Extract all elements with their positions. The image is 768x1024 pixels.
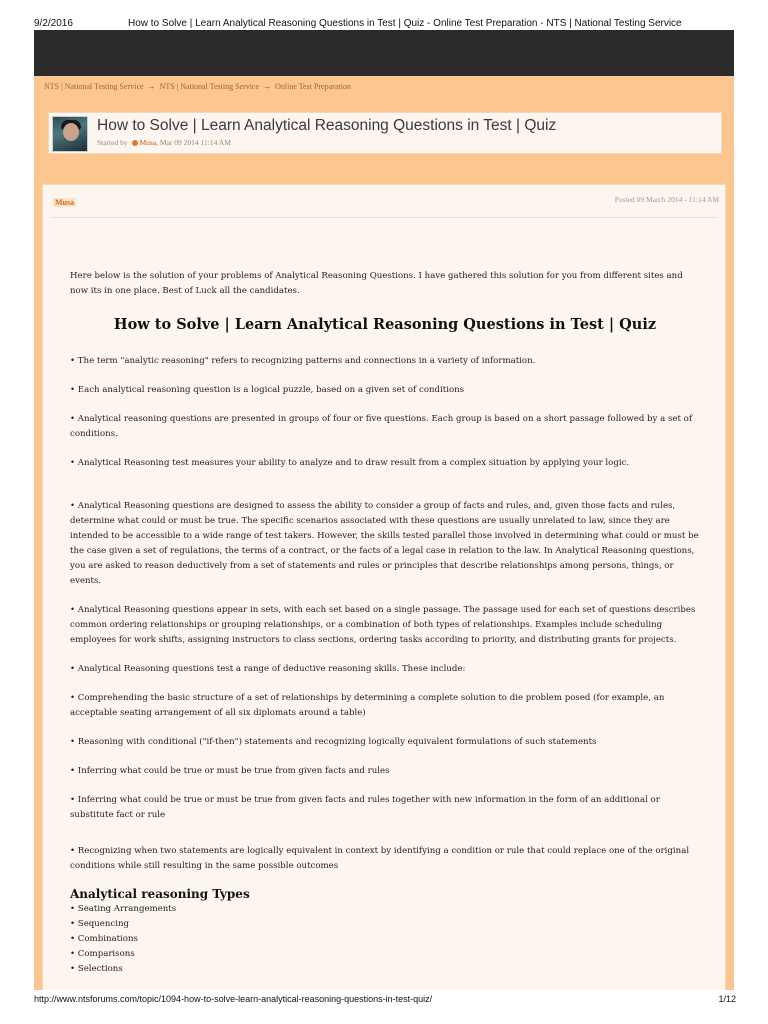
bullet-item: • Analytical Reasoning test measures your ability to analyze and to draw result from a complex situation by applying your logic. <box>70 458 630 468</box>
bullet-item: • Analytical Reasoning questions appear in sets, with each set based on a single passage. The passage used for each set of questions describes common ordering relationships or grouping relationships, or a combination of both types of relationships. Examples include scheduling employees for work shifts, assigning instructors to class sections, ordering tasks according to priority, and distributing grants for projects. <box>70 605 696 645</box>
topic-meta <box>97 138 231 147</box>
intro-paragraph: Here below is the solution of your problems of Analytical Reasoning Questions. I have gathered this solution for you from different sites and now its in one place. Best of Luck all the candidates. <box>70 271 683 296</box>
breadcrumb-item[interactable]: NTS | National Testing Service <box>159 82 260 91</box>
bullet-item: • Inferring what could be true or must be true from given facts and rules together with new information in the form of an additional or substitute fact or rule <box>70 795 660 820</box>
post-body <box>70 269 700 977</box>
list-item: • Seating Arrangements <box>70 904 177 914</box>
post-date: Posted 09 March 2014 - 11:14 AM <box>614 195 719 204</box>
user-icon <box>132 140 138 146</box>
topic-header <box>48 112 722 154</box>
print-title: How to Solve | Learn Analytical Reasoning Questions in Test | Quiz - Online Test Preparation - NTS | National Testing Service <box>128 18 682 29</box>
print-footer <box>0 994 768 1014</box>
post-container <box>42 184 726 990</box>
started-by-label: Started by <box>97 138 128 147</box>
bullet-item: • Recognizing when two statements are logically equivalent in context by identifying a condition or rule that could replace one of the original conditions while still resulting in the same possible outcomes <box>70 846 690 871</box>
post-author-link[interactable]: Musa <box>55 198 75 207</box>
list-item: • Sequencing <box>70 919 130 929</box>
bullet-item: • Inferring what could be true or must be true from given facts and rules <box>70 766 390 776</box>
print-url: http://www.ntsforums.com/topic/1094-how-to-solve-learn-analytical-reasoning-questions-in-test-quiz/ <box>34 994 433 1004</box>
bullet-item: • Each analytical reasoning question is a logical puzzle, based on a given set of conditions <box>70 385 465 395</box>
section-title: Analytical reasoning Types <box>70 887 250 901</box>
list-item: • Selections <box>70 964 123 974</box>
breadcrumb-arrow-icon: → <box>147 82 156 91</box>
list-item: • Combinations <box>70 934 138 944</box>
print-date: 9/2/2016 <box>34 18 73 29</box>
breadcrumb-item[interactable]: NTS | National Testing Service <box>44 82 144 91</box>
breadcrumb-item[interactable]: Online Test Preparation <box>275 82 351 91</box>
page-number: 1/12 <box>718 994 736 1004</box>
page-frame <box>34 30 734 990</box>
site-top-bar <box>34 30 734 76</box>
topic-title: How to Solve | Learn Analytical Reasoning Questions in Test | Quiz <box>97 117 557 134</box>
list-item: • Comparisons <box>70 949 135 959</box>
breadcrumb <box>44 82 351 91</box>
bullet-item: • The term "analytic reasoning" refers to recognizing patterns and connections in a variety of information. <box>70 356 536 366</box>
article-title: How to Solve | Learn Analytical Reasoning Questions in Test | Quiz <box>113 316 657 333</box>
avatar[interactable] <box>52 116 88 152</box>
bullet-item: • Analytical Reasoning questions test a range of deductive reasoning skills. These include: <box>70 664 466 674</box>
bullet-item: • Reasoning with conditional ("if-then") statements and recognizing logically equivalent formulations of such statements <box>70 737 597 747</box>
print-header <box>0 0 768 30</box>
bullet-item: • Analytical Reasoning questions are designed to assess the ability to consider a group of facts and rules, and, given those facts and rules, determine what could or must be true. The specific scenarios associated with these questions are usually unrelated to law, since they are intended to be accessible to a wide range of test takers. However, the skills tested parallel those involved in determining what could or must be the case given a set of regulations, the terms of a contract, or the facts of a legal case in relation to the law. In Analytical Reasoning questions, you are asked to reason deductively from a set of statements and rules or principles that describe relationships among persons, things, or events. <box>70 501 699 586</box>
topic-author-link[interactable]: Musa <box>139 138 157 147</box>
post-divider <box>51 217 717 218</box>
topic-date: , Mar 09 2014 11:14 AM <box>156 138 231 147</box>
breadcrumb-arrow-icon: → <box>263 82 272 91</box>
bullet-item: • Analytical reasoning questions are presented in groups of four or five questions. Each group is based on a short passage followed by a set of conditions. <box>70 414 693 439</box>
bullet-item: • Comprehending the basic structure of a set of relationships by determining a complete solution to die problem posed (for example, an acceptable seating arrangement of all six diplomats around a table) <box>70 693 665 718</box>
